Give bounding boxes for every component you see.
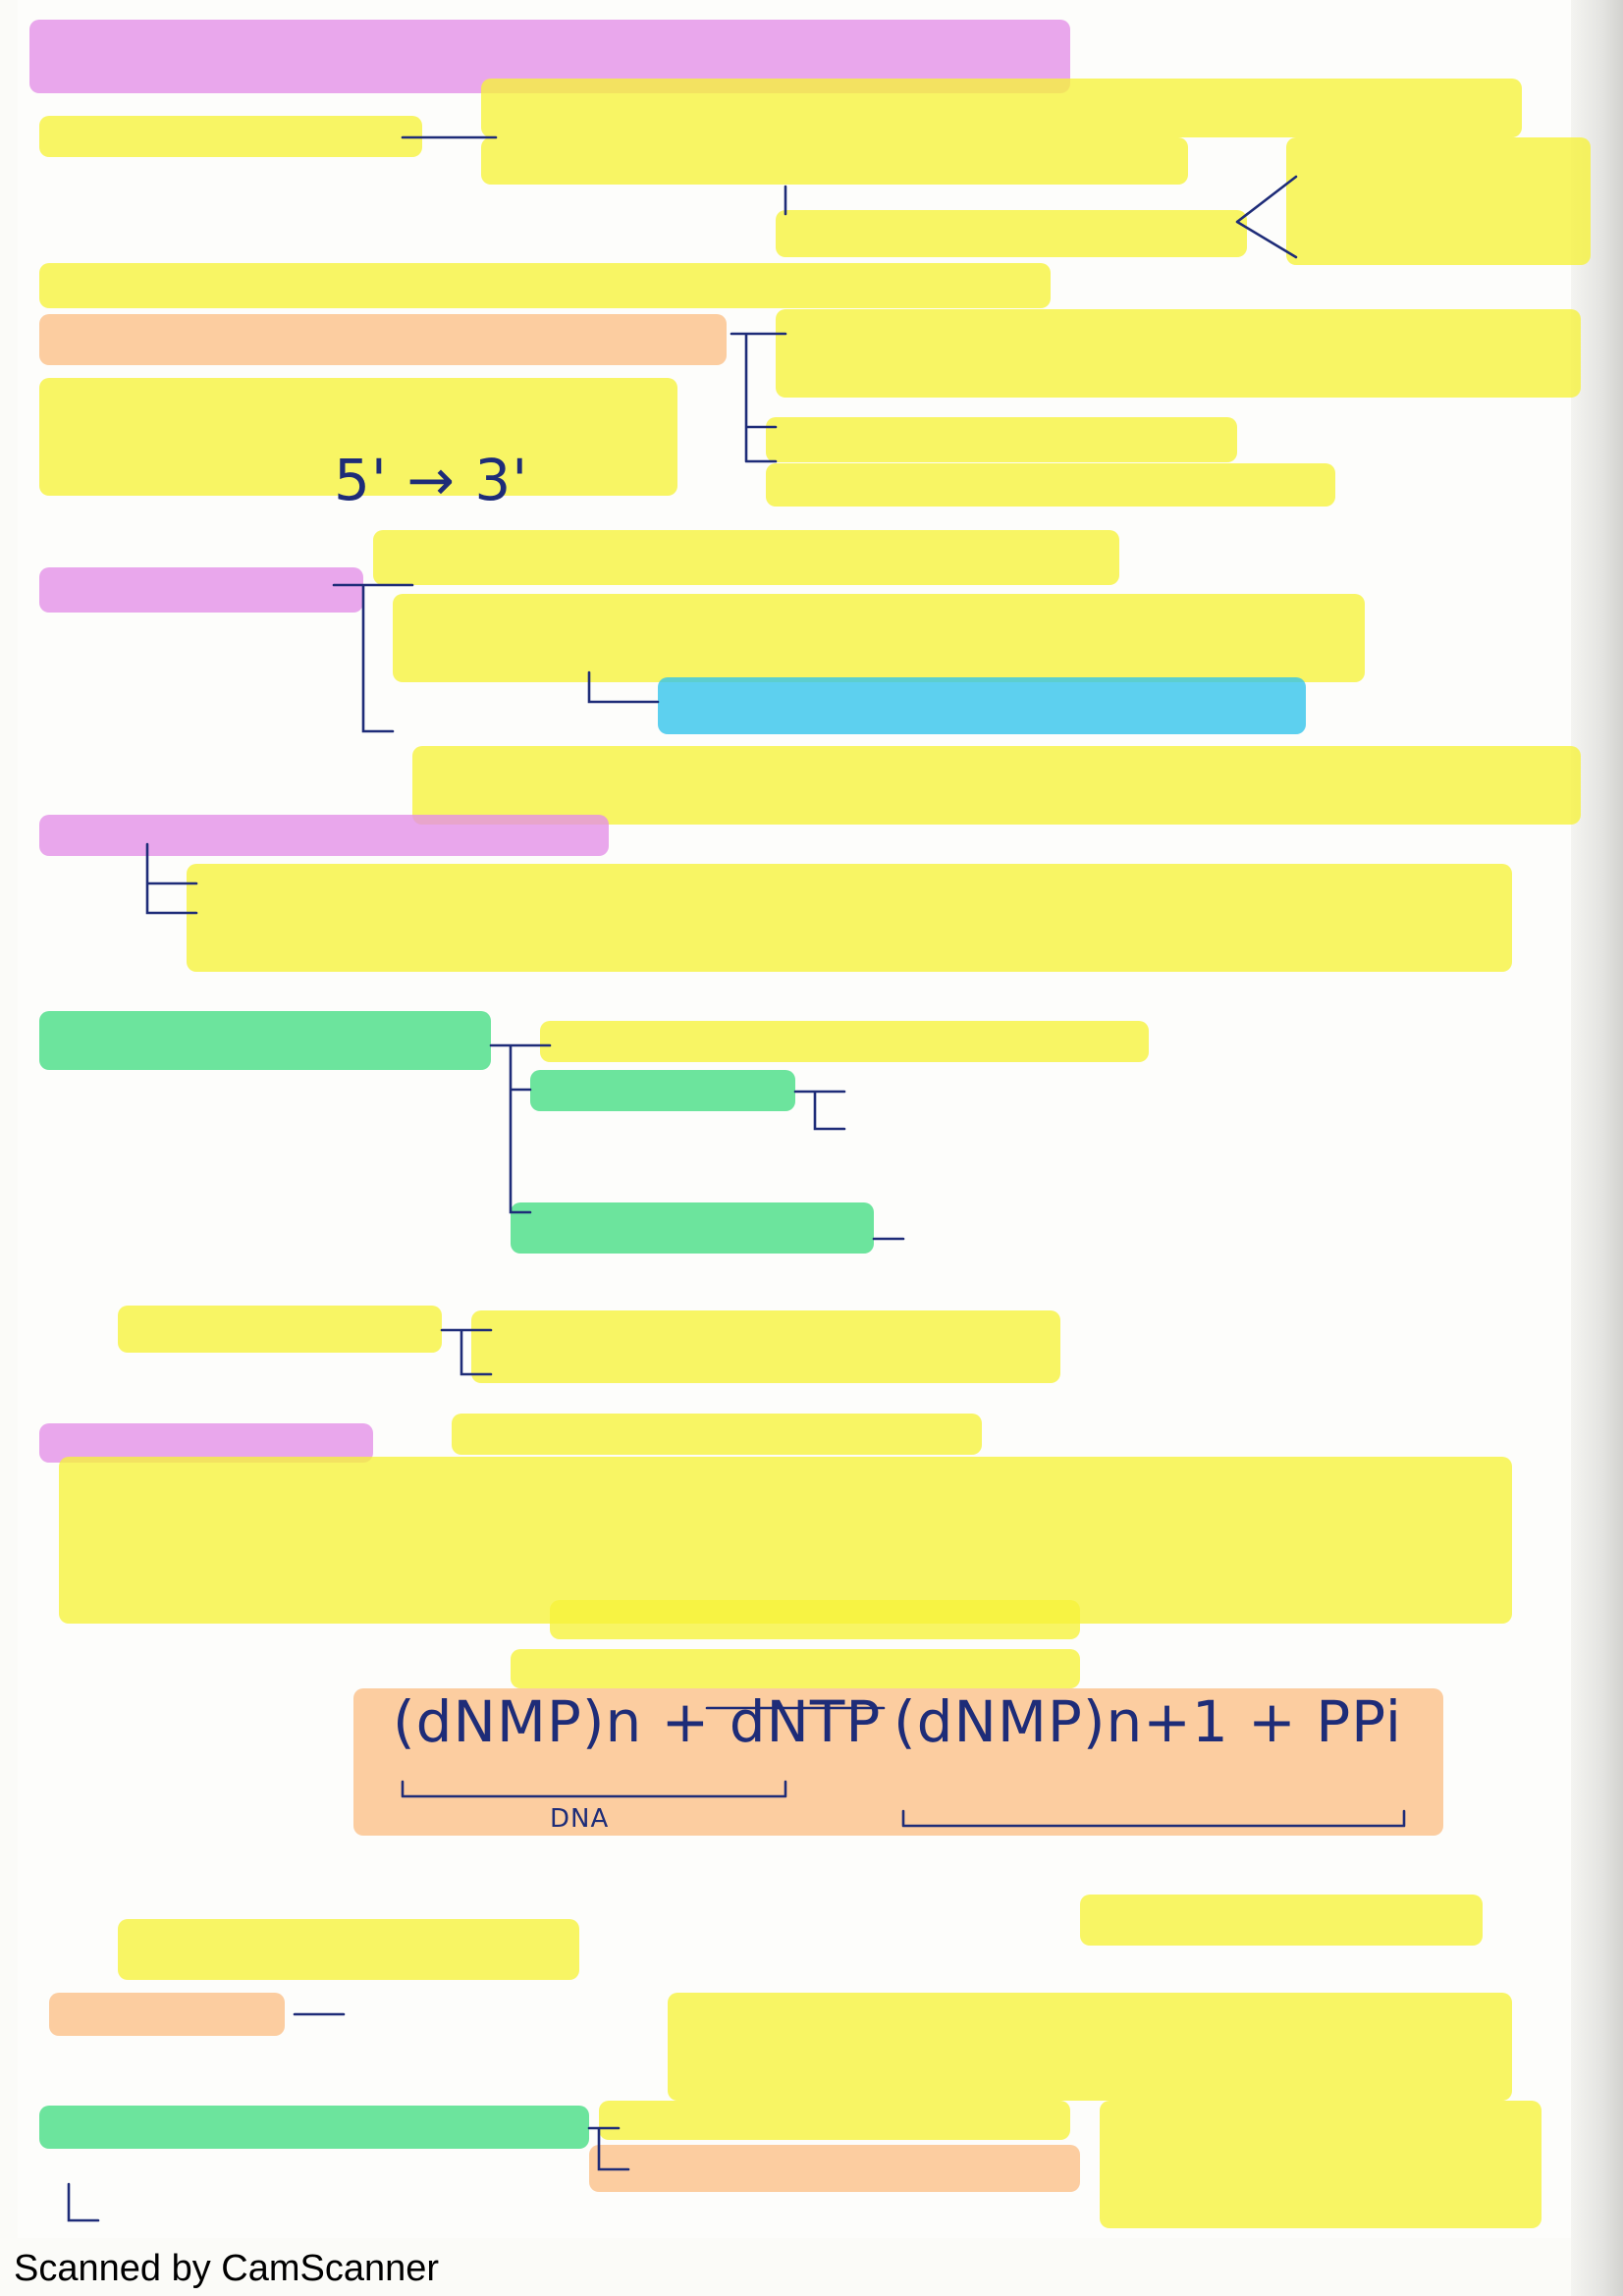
bracket-active-site — [589, 2128, 628, 2169]
bracket-leading — [147, 844, 196, 913]
direction-5-3: 5' → 3' — [334, 447, 529, 513]
arrow-processivity — [69, 2184, 98, 2220]
bracket-polimerasi — [442, 1330, 491, 1374]
bracket-nucleasi — [491, 1045, 550, 1212]
scanner-watermark: Scanned by CamScanner — [14, 2248, 440, 2289]
bracket-lagging — [334, 585, 658, 731]
bracket-forcelle — [731, 334, 785, 461]
arrow-branches — [1237, 177, 1296, 257]
bracket-esonucleasi — [795, 1092, 844, 1129]
formula-reaction-right: (dNMP)n+1 + PPi — [893, 1688, 1402, 1755]
formula-reaction-left: (dNMP)n + dNTP — [393, 1688, 882, 1755]
formula-dna-label: DNA — [550, 1804, 610, 1834]
